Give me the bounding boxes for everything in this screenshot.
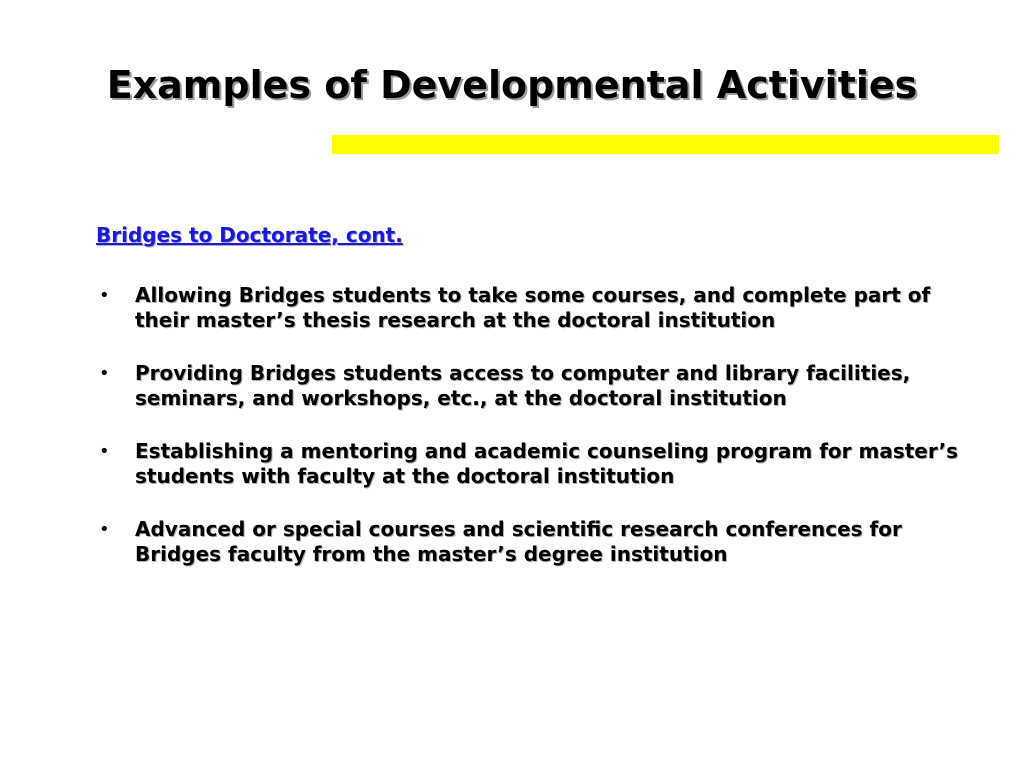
bullet-icon: • <box>99 363 110 384</box>
bullet-icon: • <box>99 441 110 462</box>
bullet-icon: • <box>99 519 110 540</box>
bullet-list <box>96 283 986 595</box>
bullet-item <box>96 361 986 411</box>
slide-title: Examples of Developmental Activities <box>106 63 918 107</box>
bullet-item <box>96 439 986 489</box>
bullet-item <box>96 283 986 333</box>
section-subtitle: Bridges to Doctorate, cont. <box>96 223 403 247</box>
bullet-icon: • <box>99 285 110 306</box>
title-accent-bar <box>332 135 999 154</box>
bullet-item <box>96 517 986 567</box>
bullet-text: Allowing Bridges students to take some courses, and complete part of their master’s thesis research at the doctoral institution <box>135 283 931 332</box>
bullet-text: Advanced or special courses and scientific research conferences for Bridges faculty from the master’s degree institution <box>135 517 902 566</box>
bullet-text: Establishing a mentoring and academic counseling program for master’s students with faculty at the doctoral institution <box>135 439 959 488</box>
bullet-text: Providing Bridges students access to computer and library facilities, seminars, and workshops, etc., at the doctoral institution <box>135 361 911 410</box>
